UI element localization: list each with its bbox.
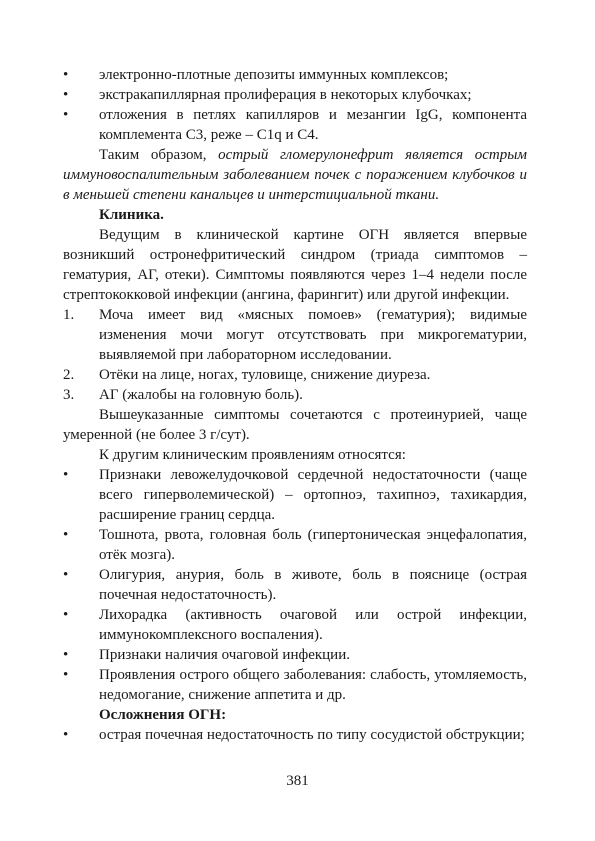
other-intro-paragraph: К другим клиническим проявлениям относятся: (99, 447, 406, 463)
list-item (63, 565, 527, 605)
list-item-text: Признаки левожелудочковой сердечной недостаточности (чаще всего гиперволемической) – ортопноэ, тахипноэ, тахикардия, расширение границ сердца. (99, 467, 527, 523)
numbered-item-text: Моча имеет вид «мясных помоев» (гематурия); видимые изменения мочи могут отсутствовать при микрогематурии, выявляемой при лабораторном исследовании. (99, 307, 527, 363)
list-item-text: электронно-плотные депозиты иммунных комплексов; (99, 67, 449, 83)
summary-emphasis: острый гломерулонефрит является острым иммуновоспалительным заболеванием почек с поражением клубочков и в меньшей степени канальцев и интерстициальной ткани. (63, 147, 527, 203)
list-item-text: Признаки наличия очаговой инфекции. (99, 647, 350, 663)
list-item (63, 665, 527, 705)
list-item-text: Олигурия, анурия, боль в животе, боль в пояснице (острая почечная недостаточность). (99, 567, 527, 603)
numbered-item-text: Отёки на лице, ногах, туловище, снижение диуреза. (99, 367, 431, 383)
bullet-marker: • (63, 527, 69, 543)
list-item (63, 85, 527, 105)
clinic-paragraph: Ведущим в клинической картине ОГН является впервые возникший остронефритический синдром (триада симптомов – гематурия, АГ, отеки). Симптомы появляются через 1–4 недели после стрептококковой инфекции (ангина, фарингит) или другой инфекции. (63, 227, 527, 303)
item-number: 2. (63, 367, 75, 383)
list-item-text: Лихорадка (активность очаговой или острой инфекции, иммунокомплексного воспаления). (99, 607, 527, 643)
summary-lead: Таким образом, (99, 147, 219, 163)
complications-heading: Осложнения ОГН: (99, 707, 227, 723)
item-number: 1. (63, 307, 75, 323)
bullet-marker: • (63, 567, 69, 583)
bullet-marker: • (63, 87, 69, 103)
list-item (63, 65, 527, 85)
bullet-marker: • (63, 467, 69, 483)
numbered-item (63, 305, 527, 365)
bullet-marker: • (63, 647, 69, 663)
list-item-text: отложения в петлях капилляров и мезангии IgG, компонента комплемента С3, реже – С1q и С4. (99, 107, 527, 143)
list-item (63, 525, 527, 565)
list-item (63, 105, 527, 145)
list-item-text: экстракапиллярная пролиферация в некоторых клубочках; (99, 87, 472, 103)
list-item (63, 645, 527, 665)
bullet-marker: • (63, 667, 69, 683)
list-item-text: Тошнота, рвота, головная боль (гипертоническая энцефалопатия, отёк мозга). (99, 527, 527, 563)
list-item (63, 725, 527, 745)
list-item (63, 465, 527, 525)
bullet-marker: • (63, 727, 69, 743)
item-number: 3. (63, 387, 75, 403)
list-item-text: острая почечная недостаточность по типу сосудистой обструкции; (99, 727, 525, 743)
proteinuria-paragraph: Вышеуказанные симптомы сочетаются с протеинурией, чаще умеренной (не более 3 г/сут). (63, 407, 527, 443)
numbered-item (63, 385, 527, 405)
list-item (63, 605, 527, 645)
bullet-marker: • (63, 607, 69, 623)
summary-paragraph (63, 145, 527, 205)
numbered-item-text: АГ (жалобы на головную боль). (99, 387, 303, 403)
page-content (63, 65, 527, 745)
list-item-text: Проявления острого общего заболевания: слабость, утомляемость, недомогание, снижение аппетита и др. (99, 667, 527, 703)
clinic-heading: Клиника. (99, 207, 164, 223)
bullet-marker: • (63, 67, 69, 83)
page-number: 381 (286, 773, 309, 789)
bullet-marker: • (63, 107, 69, 123)
numbered-item (63, 365, 527, 385)
